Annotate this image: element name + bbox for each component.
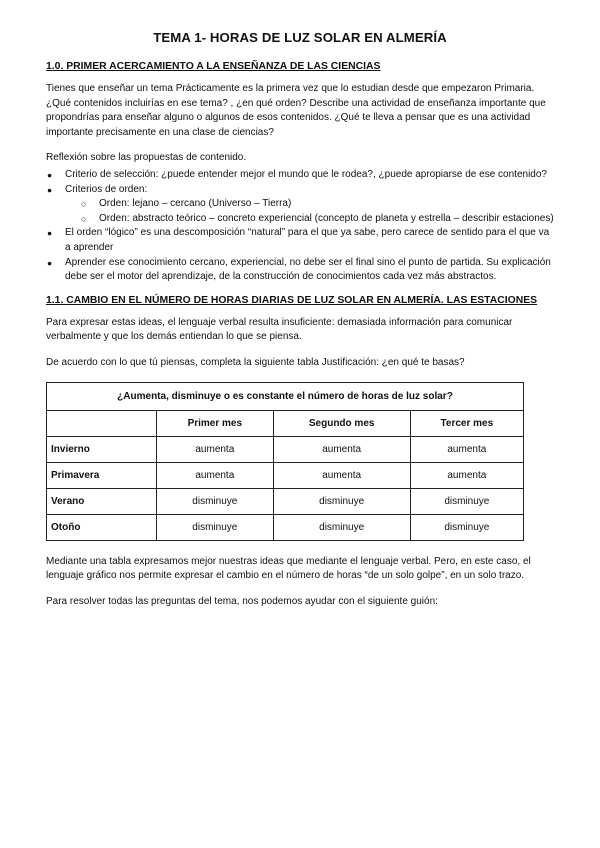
table-caption: ¿Aumenta, disminuye o es constante el número de horas de luz solar? <box>47 382 524 410</box>
column-header: Tercer mes <box>410 410 523 436</box>
table-cell: disminuye <box>273 488 410 514</box>
order-criteria-label: Criterios de orden: <box>65 183 148 195</box>
verbal-language-paragraph: Para expresar estas ideas, el lenguaje verbal resulta insuficiente: demasiada información para comunicar verbalmente y que los demás entiendan lo que se piensa. <box>46 316 513 343</box>
guide-intro-paragraph: Para resolver todas las preguntas del tema, nos podemos ayudar con el siguiente guión: <box>46 595 438 607</box>
table-cell: aumenta <box>410 462 523 488</box>
table-cell: aumenta <box>157 462 274 488</box>
sublist-item-abstract-concrete: ○ Orden: abstracto teórico – concreto experiencial (concepto de planeta y estrella – describir estaciones) <box>79 212 554 227</box>
table-row <box>47 462 524 488</box>
list-item-order-criteria <box>46 183 554 227</box>
sublist-item-far-near: ○ Orden: lejano – cercano (Universo – Tierra) <box>79 197 554 212</box>
section-2-heading: 1.1. CAMBIO EN EL NÚMERO DE HORAS DIARIAS DE LUZ SOLAR EN ALMERÍA. LAS ESTACIONES <box>46 294 538 306</box>
season-label: Primavera <box>47 462 157 488</box>
table-cell: disminuye <box>273 514 410 540</box>
table-cell: aumenta <box>273 436 410 462</box>
list-item-starting-point: ● Aprender ese conocimiento cercano, experiencial, no debe ser el final sino el punto de partida. Su explicación debe ser el motor del aprendizaje, de la construcción de conocimientos cada vez más abstractos. <box>46 256 554 285</box>
table-cell: aumenta <box>410 436 523 462</box>
table-cell: aumenta <box>157 436 274 462</box>
reflection-list <box>46 168 554 285</box>
list-item-selection-criterion: ● Criterio de selección: ¿puede entender mejor el mundo que le rodea?, ¿puede apropiarse de ese contenido? <box>46 168 554 183</box>
document-title: TEMA 1- HORAS DE LUZ SOLAR EN ALMERÍA <box>153 30 447 45</box>
column-header: Primer mes <box>157 410 274 436</box>
table-row <box>47 514 524 540</box>
table-cell: aumenta <box>273 462 410 488</box>
column-header: Segundo mes <box>273 410 410 436</box>
table-row <box>47 488 524 514</box>
section-1-heading: 1.0. PRIMER ACERCAMIENTO A LA ENSEÑANZA DE LAS CIENCIAS <box>46 61 381 72</box>
table-corner-cell <box>47 410 157 436</box>
table-row <box>47 436 524 462</box>
order-criteria-sublist <box>65 197 554 226</box>
season-label: Verano <box>47 488 157 514</box>
season-label: Otoño <box>47 514 157 540</box>
list-item-logical-order: ● El orden “lógico” es una descomposición “natural” para el que ya sabe, pero carece de sentido para el que va a aprender <box>46 226 554 255</box>
table-cell: disminuye <box>410 488 523 514</box>
table-cell: disminuye <box>157 488 274 514</box>
graphic-language-paragraph: Mediante una tabla expresamos mejor nuestras ideas que mediante el lenguaje verbal. Pero, en este caso, el lenguaje gráfico nos permite expresar el cambio en el número de horas “de un solo golpe”, en un solo trazo. <box>46 555 531 582</box>
season-label: Invierno <box>47 436 157 462</box>
reflection-label: Reflexión sobre las propuestas de contenido. <box>46 152 247 164</box>
table-cell: disminuye <box>157 514 274 540</box>
intro-paragraph: Tienes que enseñar un tema Prácticamente es la primera vez que lo estudian desde que empezaron Primaria. ¿Qué contenidos incluirías en ese tema? , ¿en qué orden? Describe una actividad de enseñanza importante que propondrías para enseñar alguno o algunos de esos contenidos. ¿Qué te lleva a pensar que es una actividad importante precisamente en una clase de ciencias? <box>46 83 546 138</box>
daylight-table <box>46 382 524 541</box>
table-instruction: De acuerdo con lo que tú piensas, completa la siguiente tabla Justificación: ¿en qué te basas? <box>46 356 465 368</box>
table-cell: disminuye <box>410 514 523 540</box>
